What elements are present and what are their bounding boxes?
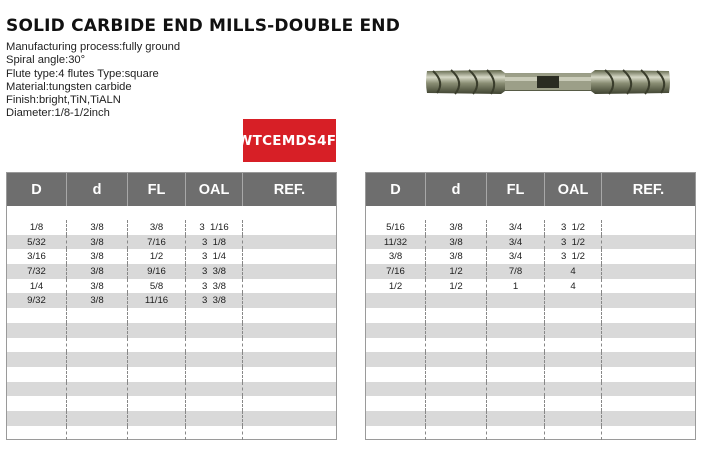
table-cell [487,323,545,338]
header-cell-fl: FL [128,173,186,206]
table-cell: 1/2 [426,279,487,294]
table-cell [602,249,695,264]
table-cell [7,367,67,382]
header-cell-fl: FL [487,173,545,206]
table-cell: 3/4 [487,249,545,264]
table-cell [602,411,695,426]
table-cell: 3 1/16 [186,220,243,235]
table-cell [243,426,336,441]
table-cell [128,396,186,411]
table-cell: 3/8 [67,235,128,250]
table-cell [487,352,545,367]
table-cell: 7/32 [7,264,67,279]
table-cell: 3/8 [426,220,487,235]
table-row [7,220,336,235]
table-cell: 4 [545,264,602,279]
table-cell [426,426,487,441]
table-cell: 3/8 [366,249,426,264]
table-cell [67,323,128,338]
table-cell [67,396,128,411]
table-body [366,220,695,440]
table-cell: 7/8 [487,264,545,279]
table-cell [67,367,128,382]
table-cell [366,426,426,441]
spec-line: Diameter:1/8-1/2inch [6,107,110,120]
table-cell [602,235,695,250]
table-cell [366,411,426,426]
table-row [366,323,695,338]
table-cell [243,308,336,323]
table-cell [487,396,545,411]
table-cell [545,426,602,441]
table-cell [366,352,426,367]
table-cell: 5/32 [7,235,67,250]
table-cell [186,352,243,367]
table-cell: 4 [545,279,602,294]
table-row [366,264,695,279]
table-cell: 3/8 [67,264,128,279]
table-cell [243,338,336,353]
table-cell [545,411,602,426]
table-row [7,367,336,382]
table-cell [7,382,67,397]
page-title: SOLID CARBIDE END MILLS-DOUBLE END [6,16,401,36]
table-cell: 3/4 [487,235,545,250]
table-cell [128,323,186,338]
table-cell [545,293,602,308]
table-cell [426,293,487,308]
table-header [7,173,336,206]
table-cell: 3 3/8 [186,264,243,279]
table-cell [366,382,426,397]
table-cell [7,352,67,367]
table-cell: 3/8 [67,220,128,235]
table-cell [602,308,695,323]
table-cell [426,382,487,397]
table-cell [426,308,487,323]
table-row [366,279,695,294]
table-cell: 1/8 [7,220,67,235]
table-row [366,220,695,235]
table-row [7,338,336,353]
table-cell [426,338,487,353]
table-cell: 3 1/8 [186,235,243,250]
table-cell [602,279,695,294]
table-cell [243,396,336,411]
table-cell: 3/8 [128,220,186,235]
table-cell [243,249,336,264]
table-cell: 3 1/2 [545,235,602,250]
table-cell [7,396,67,411]
table-cell [602,323,695,338]
table-cell [7,426,67,441]
table-cell [128,352,186,367]
table-cell [426,411,487,426]
table-row [366,338,695,353]
header-cell-ref: REF. [632,181,665,198]
table-row [7,323,336,338]
table-cell [7,308,67,323]
dimension-table-right [365,172,696,440]
table-cell: 5/8 [128,279,186,294]
table-row [7,235,336,250]
table-cell [487,308,545,323]
table-cell [186,382,243,397]
table-cell [366,338,426,353]
table-cell: 3 1/2 [545,249,602,264]
table-cell [426,323,487,338]
table-cell [186,308,243,323]
table-row [7,293,336,308]
header-cell-d: D [366,173,426,206]
table-cell [67,352,128,367]
spec-line: Flute type:4 flutes Type:square [6,67,159,80]
table-row [366,396,695,411]
table-row [7,382,336,397]
table-cell [7,338,67,353]
table-cell [243,352,336,367]
table-row [366,382,695,397]
table-cell [602,367,695,382]
table-cell [545,382,602,397]
table-cell [128,308,186,323]
dimension-table-left [6,172,337,440]
table-cell [545,367,602,382]
table-row [7,264,336,279]
table-cell: 3/8 [67,249,128,264]
table-cell [186,323,243,338]
table-row [7,279,336,294]
table-cell [186,396,243,411]
table-cell [487,367,545,382]
table-cell [243,264,336,279]
table-cell [545,308,602,323]
table-row [366,352,695,367]
table-row [366,411,695,426]
table-cell: 3/8 [67,293,128,308]
end-mill-image [423,61,673,103]
table-cell [186,367,243,382]
table-cell [243,293,336,308]
table-row [7,308,336,323]
table-cell: 7/16 [366,264,426,279]
table-cell: 3/8 [426,249,487,264]
table-cell [7,411,67,426]
table-cell [67,426,128,441]
table-cell [545,396,602,411]
table-cell [128,338,186,353]
table-cell [426,367,487,382]
header-cell-d: D [7,173,67,206]
table-cell [7,323,67,338]
table-cell [243,220,336,235]
header-cell-shank-d: d [67,173,128,206]
table-cell [426,396,487,411]
table-cell: 3/16 [7,249,67,264]
table-row [366,249,695,264]
table-cell [186,338,243,353]
table-cell: 11/16 [128,293,186,308]
table-cell [602,382,695,397]
table-row [366,235,695,250]
table-cell [366,323,426,338]
table-cell [243,382,336,397]
table-cell [186,411,243,426]
table-cell: 9/32 [7,293,67,308]
table-cell [487,382,545,397]
table-cell [243,279,336,294]
table-cell [487,293,545,308]
table-cell [67,338,128,353]
table-cell: 1/2 [128,249,186,264]
table-cell [487,411,545,426]
table-cell [67,308,128,323]
table-cell: 3 3/8 [186,279,243,294]
table-row [7,396,336,411]
table-cell: 11/32 [366,235,426,250]
table-cell: 9/16 [128,264,186,279]
table-cell [128,382,186,397]
table-row [366,367,695,382]
table-cell: 3 1/4 [186,249,243,264]
table-row [366,293,695,308]
table-cell [366,367,426,382]
table-body [7,220,336,440]
table-cell: 1/4 [7,279,67,294]
table-cell: 5/16 [366,220,426,235]
header-cell-shank-d: d [426,173,487,206]
table-cell [602,293,695,308]
table-header [366,173,695,206]
product-code-badge: WTCEMDS4FI [243,119,336,162]
table-cell [426,352,487,367]
table-cell [545,352,602,367]
table-cell [366,308,426,323]
table-cell [128,426,186,441]
table-cell [545,323,602,338]
header-cell-oal: OAL [545,173,602,206]
table-cell [602,264,695,279]
table-row [7,352,336,367]
table-cell [545,338,602,353]
spec-list [6,41,180,121]
table-cell [602,352,695,367]
table-cell [243,367,336,382]
table-cell: 3/8 [67,279,128,294]
table-cell: 1 [487,279,545,294]
spec-line: Manufacturing process:fully ground [6,41,181,53]
table-cell [602,396,695,411]
table-cell: 3 3/8 [186,293,243,308]
table-cell: 1/2 [426,264,487,279]
spec-line: Finish:bright,TiN,TiALN [6,94,121,107]
table-cell [602,426,695,441]
table-cell [67,411,128,426]
table-cell [366,293,426,308]
spec-line: Spiral angle:30° [6,54,86,67]
table-cell [128,367,186,382]
table-cell [243,411,336,426]
table-row [7,411,336,426]
spec-line: Material:tungsten carbide [6,80,132,93]
table-cell: 1/2 [366,279,426,294]
table-cell: 7/16 [128,235,186,250]
table-row [366,426,695,441]
header-cell-ref: REF. [273,181,306,198]
table-cell [487,426,545,441]
table-cell [243,323,336,338]
table-cell [487,338,545,353]
table-cell [243,235,336,250]
table-cell [602,338,695,353]
table-cell [186,426,243,441]
table-cell [128,411,186,426]
table-cell: 3/4 [487,220,545,235]
table-cell [602,220,695,235]
table-cell [366,396,426,411]
table-row [366,308,695,323]
table-row [7,249,336,264]
header-cell-oal: OAL [186,173,243,206]
table-cell [67,382,128,397]
table-cell: 3/8 [426,235,487,250]
table-cell: 3 1/2 [545,220,602,235]
table-row [7,426,336,441]
